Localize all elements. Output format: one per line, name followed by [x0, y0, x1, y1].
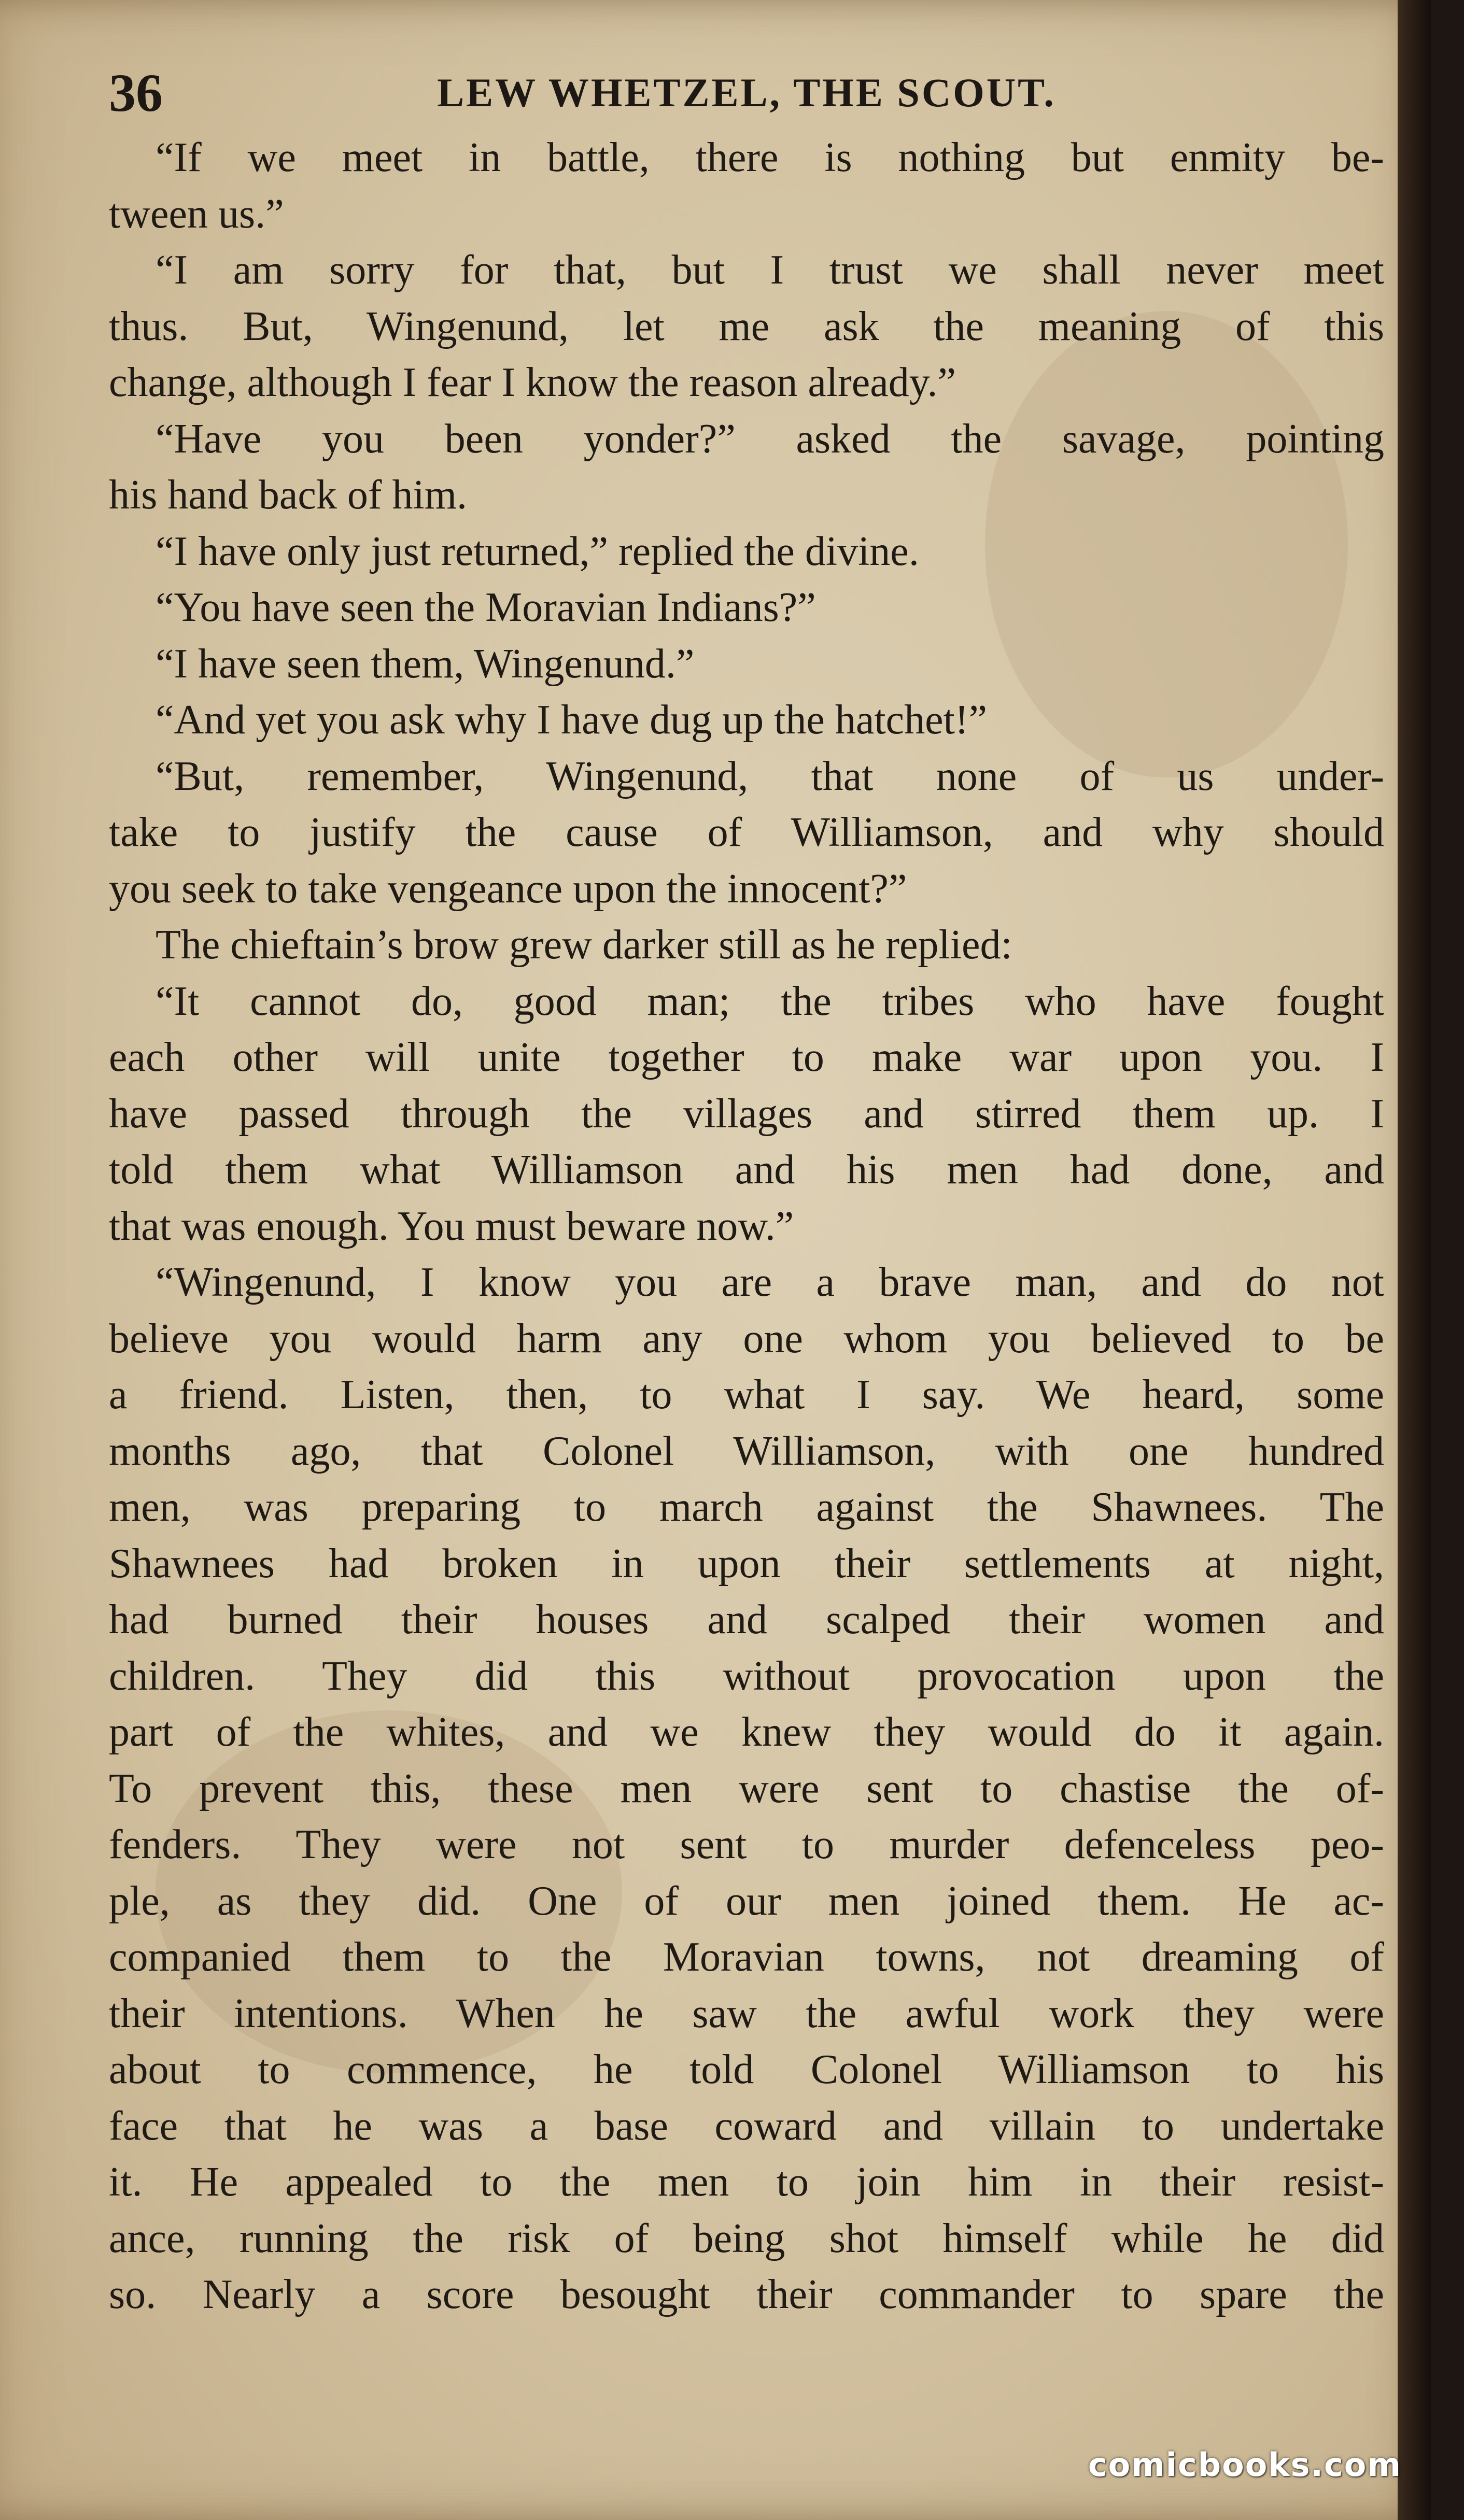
text-line: that was enough. You must beware now.” — [109, 1203, 794, 1249]
text-line: The chieftain’s brow grew darker still as he replied: — [156, 922, 1012, 968]
text-line: “I am sorry for that, but I trust we shall never meet — [156, 247, 1384, 293]
page-header — [109, 62, 1384, 130]
text-line: Shawnees had broken in upon their settlements at night, — [109, 1540, 1384, 1587]
text-line: men, was preparing to march against the Shawnees. The — [109, 1484, 1384, 1530]
text-line: tween us.” — [109, 191, 284, 237]
text-line: their intentions. When he saw the awful work they were — [109, 1990, 1384, 2036]
text-line: it. He appealed to the men to join him in their resist- — [109, 2159, 1384, 2205]
text-line: months ago, that Colonel Williamson, with one hundred — [109, 1428, 1384, 1474]
text-line: children. They did this without provocation upon the — [109, 1653, 1384, 1699]
text-line: had burned their houses and scalped their women and — [109, 1597, 1384, 1643]
text-line: “If we meet in battle, there is nothing but enmity be- — [156, 135, 1384, 180]
text-line: thus. But, Wingenund, let me ask the meaning of this — [109, 303, 1384, 349]
text-line: believe you would harm any one whom you believed to be — [109, 1315, 1384, 1362]
text-line: fenders. They were not sent to murder defenceless peo- — [109, 1822, 1384, 1867]
text-line: ance, running the risk of being shot himself while he did — [109, 2215, 1384, 2261]
text-line: ple, as they did. One of our men joined them. He ac- — [109, 1878, 1384, 1924]
text-line: told them what Williamson and his men had done, and — [109, 1147, 1384, 1193]
text-line: part of the whites, and we knew they would do it again. — [109, 1709, 1384, 1755]
page-edge-shadow — [1398, 0, 1431, 2520]
text-line: a friend. Listen, then, to what I say. We heard, some — [109, 1372, 1384, 1418]
text-line: “I have seen them, Wingenund.” — [156, 641, 695, 687]
text-line: “Wingenund, I know you are a brave man, and do not — [156, 1259, 1384, 1305]
text-line: “You have seen the Moravian Indians?” — [156, 585, 816, 630]
text-line: you seek to take vengeance upon the innocent?” — [109, 866, 907, 912]
site-watermark: comicbooks.com — [1088, 2446, 1402, 2484]
page-number: 36 — [109, 63, 163, 123]
running-title: LEW WHETZEL, THE SCOUT. — [437, 70, 1056, 115]
text-line: “I have only just returned,” replied the divine. — [156, 528, 919, 574]
text-line: “But, remember, Wingenund, that none of us under- — [156, 753, 1384, 799]
text-line: have passed through the villages and stirred them up. I — [109, 1091, 1384, 1137]
text-line: companied them to the Moravian towns, not dreaming of — [109, 1934, 1384, 1980]
text-line: “And yet you ask why I have dug up the hatchet!” — [156, 697, 987, 743]
text-line: each other will unite together to make war upon you. I — [109, 1035, 1384, 1080]
text-line: so. Nearly a score besought their commander to spare the — [109, 2272, 1384, 2317]
page-body-text — [109, 130, 1384, 2323]
text-line: his hand back of him. — [109, 472, 467, 518]
text-line: take to justify the cause of Williamson, and why should — [109, 810, 1384, 855]
text-line: about to commence, he told Colonel Williamson to his — [109, 2047, 1384, 2092]
text-line: To prevent this, these men were sent to chastise the of- — [109, 1765, 1384, 1811]
text-line: face that he was a base coward and villain to undertake — [109, 2103, 1384, 2149]
text-line: “Have you been yonder?” asked the savage, pointing — [156, 416, 1384, 462]
text-line: change, although I fear I know the reason already.” — [109, 360, 956, 405]
text-line: “It cannot do, good man; the tribes who have fought — [156, 978, 1384, 1024]
